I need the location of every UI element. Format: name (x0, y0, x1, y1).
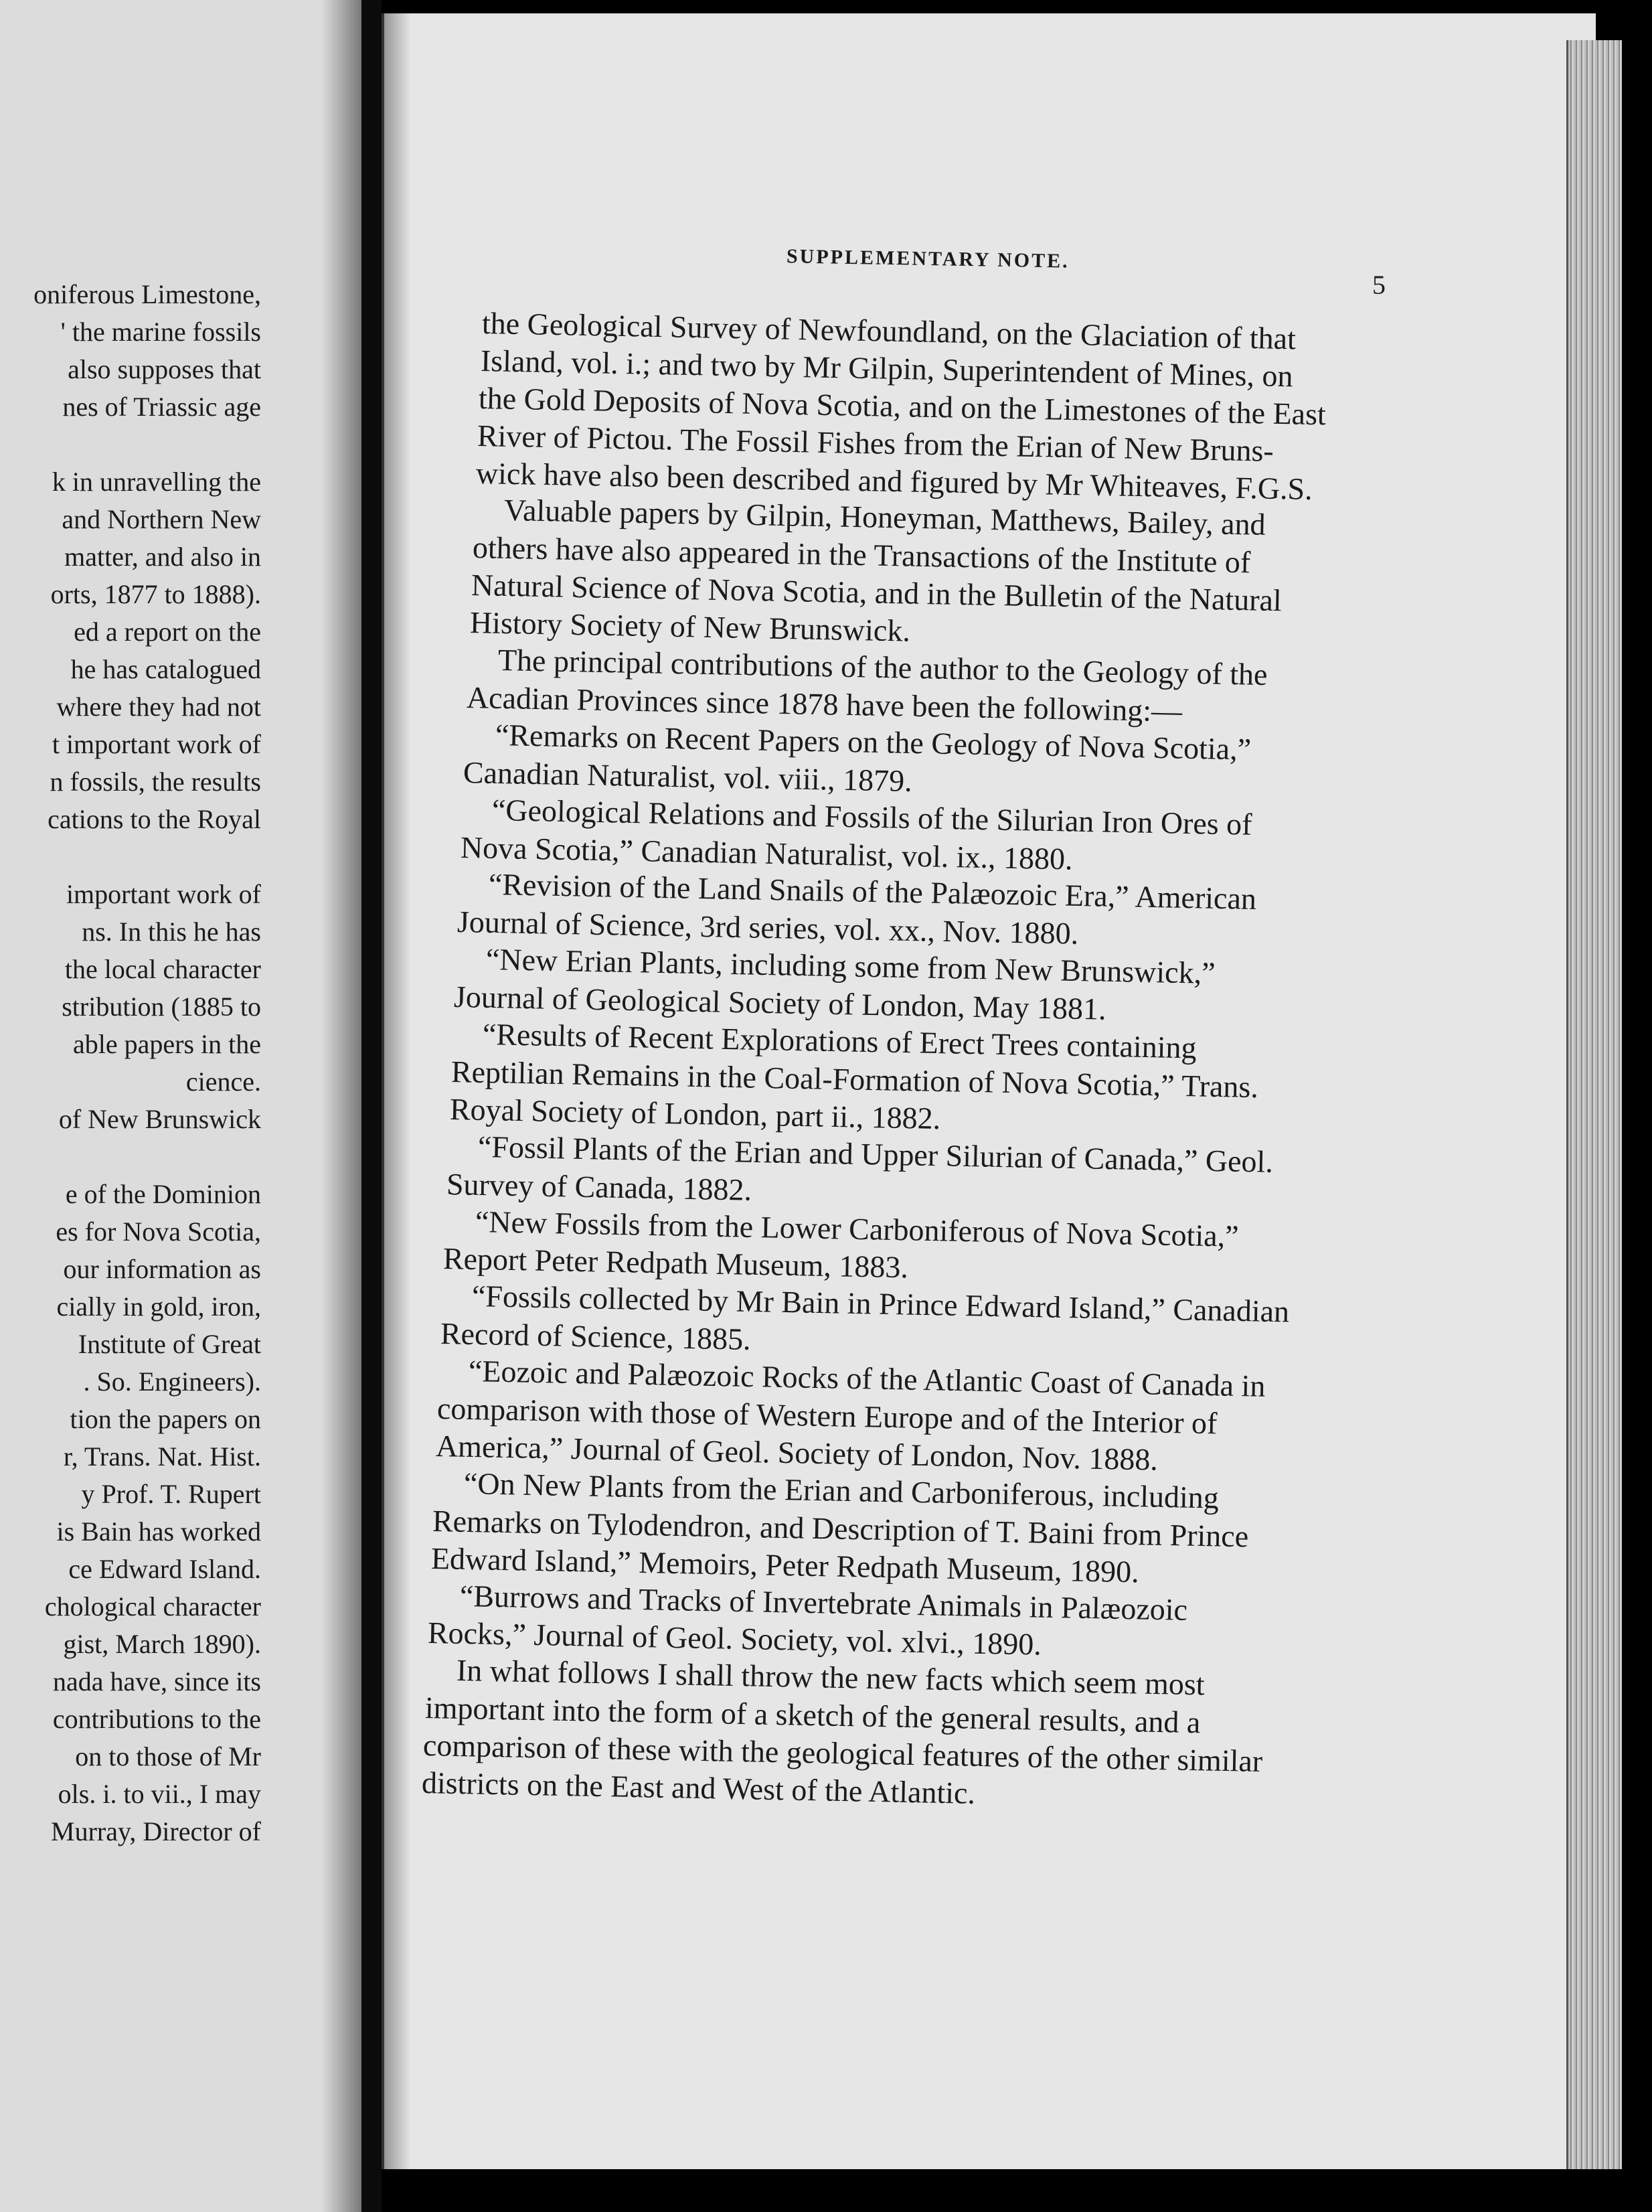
left-page-line: es for Nova Scotia, (56, 1216, 261, 1247)
right-page-line: “Eozoic and Palæozoic Rocks of the Atlantic Coast of Canada in (468, 1354, 1266, 1403)
left-page-line: contributions to the (52, 1704, 261, 1734)
page-number: 5 (1372, 270, 1386, 300)
right-page-line: “On New Plants from the Erian and Carboniferous, including (463, 1466, 1220, 1515)
left-page-line: on to those of Mr (75, 1741, 261, 1771)
left-page (0, 0, 361, 2212)
right-page-line: Valuable papers by Gilpin, Honeyman, Matthews, Bailey, and (503, 493, 1266, 542)
right-page-line: “Revision of the Land Snails of the Palæozoic Era,” American (488, 867, 1257, 917)
right-page-line: “Burrows and Tracks of Invertebrate Animals in Palæozoic (459, 1578, 1188, 1627)
right-page-line: Remarks on Tylodendron, and Description of T. Baini from Prince (432, 1503, 1249, 1554)
right-page-line: Report Peter Redpath Museum, 1883. (442, 1241, 909, 1285)
left-page-line: e of the Dominion (65, 1179, 261, 1209)
left-page-line: of New Brunswick (58, 1104, 261, 1134)
left-page-line: t important work of (52, 729, 261, 759)
left-page-line: cations to the Royal (48, 804, 261, 834)
left-page-line: important work of (66, 879, 261, 909)
right-page-line: The principal contributions of the author to the Geology of the (497, 643, 1268, 692)
left-page-line: oniferous Limestone, (33, 279, 261, 309)
right-page-line: the Gold Deposits of Nova Scotia, and on the Limestones of the East (478, 380, 1327, 432)
left-page-line: cience. (185, 1066, 261, 1097)
left-page-line: gist, March 1890). (63, 1629, 261, 1659)
right-page-line: Reptilian Remains in the Coal-Formation of Nova Scotia,” Trans. (450, 1054, 1259, 1105)
left-page-line: n fossils, the results (50, 767, 261, 797)
left-page-line: chological character (44, 1591, 261, 1622)
left-page-line: Murray, Director of (51, 1816, 261, 1846)
gutter-shadow (321, 0, 361, 2212)
right-page-line: districts on the East and West of the Atlantic. (421, 1765, 976, 1810)
left-page-line: able papers in the (73, 1029, 261, 1059)
right-page-line: “Fossil Plants of the Erian and Upper Silurian of Canada,” Geol. (477, 1129, 1274, 1179)
right-page-line: Royal Society of London, part ii., 1882. (449, 1091, 941, 1135)
right-page-line: “Results of Recent Explorations of Erect Trees containing (482, 1017, 1197, 1065)
right-page-line: Survey of Canada, 1882. (446, 1166, 752, 1207)
right-page-line: others have also appeared in the Transactions of the Institute of (472, 530, 1251, 580)
right-page-line: Natural Science of Nova Scotia, and in the Bulletin of the Natural (471, 568, 1283, 618)
right-page-line: Journal of Science, 3rd series, vol. xx., Nov. 1880. (457, 904, 1079, 951)
right-page-line: “Fossils collected by Mr Bain in Prince Edward Island,” Canadian (471, 1279, 1290, 1329)
left-page-line: where they had not (56, 692, 261, 722)
left-page-line: ols. i. to vii., I may (58, 1779, 261, 1809)
left-page-line: ' the marine fossils (60, 317, 261, 347)
right-page-line: America,” Journal of Geol. Society of London, Nov. 1888. (435, 1428, 1159, 1477)
left-page-line: orts, 1877 to 1888). (50, 579, 261, 609)
left-page-line: matter, and also in (64, 542, 261, 572)
left-page-line: ns. In this he has (82, 917, 261, 947)
right-page-line: the Geological Survey of Newfoundland, on the Glaciation of that (481, 306, 1297, 356)
left-page-line: y Prof. T. Rupert (81, 1479, 261, 1509)
left-page-line: our information as (63, 1254, 261, 1284)
left-page-line: ce Edward Island. (68, 1554, 261, 1584)
left-page-line: Institute of Great (78, 1329, 261, 1359)
right-page-line: Record of Science, 1885. (440, 1316, 751, 1357)
right-page-line: Nova Scotia,” Canadian Naturalist, vol. ix., 1880. (460, 830, 1073, 876)
right-page-line: River of Pictou. The Fossil Fishes from the Erian of New Bruns- (477, 418, 1274, 468)
right-page-line: comparison of these with the geological features of the other similar (422, 1728, 1263, 1779)
left-page-line: . So. Engineers). (83, 1366, 261, 1397)
left-page-line: ed a report on the (74, 617, 261, 647)
left-page-line: he has catalogued (70, 654, 261, 684)
left-page-line: also supposes that (68, 354, 261, 384)
left-page-line: nes of Triassic age (62, 392, 261, 422)
page-edges (1566, 40, 1622, 2169)
right-page-line: important into the form of a sketch of the general results, and a (424, 1690, 1201, 1740)
right-page-line: “New Fossils from the Lower Carboniferous of Nova Scotia,” (475, 1204, 1239, 1253)
left-page-line: is Bain has worked (56, 1516, 261, 1547)
right-page-line: History Society of New Brunswick. (469, 605, 910, 648)
right-page-line: comparison with those of Western Europe and of the Interior of (436, 1391, 1218, 1441)
running-head: SUPPLEMENTARY NOTE. (786, 245, 1070, 272)
left-page-line: stribution (1885 to (62, 992, 261, 1022)
left-page-line: the local character (64, 954, 261, 984)
right-page-line: In what follows I shall throw the new facts which seem most (456, 1653, 1206, 1702)
left-page-line: nada have, since its (53, 1666, 261, 1696)
right-page-line: Island, vol. i.; and two by Mr Gilpin, Superintendent of Mines, on (480, 343, 1293, 394)
inner-shadow (384, 13, 411, 2169)
left-page-line: and Northern New (62, 504, 261, 534)
right-page-line: Journal of Geological Society of London, May 1881. (453, 979, 1107, 1026)
right-page-line: “New Erian Plants, including some from New Brunswick,” (485, 942, 1216, 991)
right-page-line: Acadian Provinces since 1878 have been the following:— (466, 680, 1183, 728)
left-page-line: tion the papers on (70, 1404, 261, 1434)
right-page-line: Rocks,” Journal of Geol. Society, vol. xlvi., 1890. (427, 1615, 1042, 1662)
left-page-line: cially in gold, iron, (56, 1291, 261, 1322)
right-page-line: “Remarks on Recent Papers on the Geology of Nova Scotia,” (495, 717, 1252, 767)
right-page-line: “Geological Relations and Fossils of the Silurian Iron Ores of (491, 792, 1253, 842)
right-page-line: Edward Island,” Memoirs, Peter Redpath Museum, 1890. (430, 1540, 1139, 1589)
left-page-line: r, Trans. Nat. Hist. (63, 1441, 261, 1472)
left-page-line: k in unravelling the (52, 467, 261, 497)
right-page-line: Canadian Naturalist, vol. viii., 1879. (463, 755, 913, 798)
book-spine (361, 0, 382, 2212)
right-page-line: wick have also been described and figured by Mr Whiteaves, F.G.S. (475, 455, 1313, 506)
